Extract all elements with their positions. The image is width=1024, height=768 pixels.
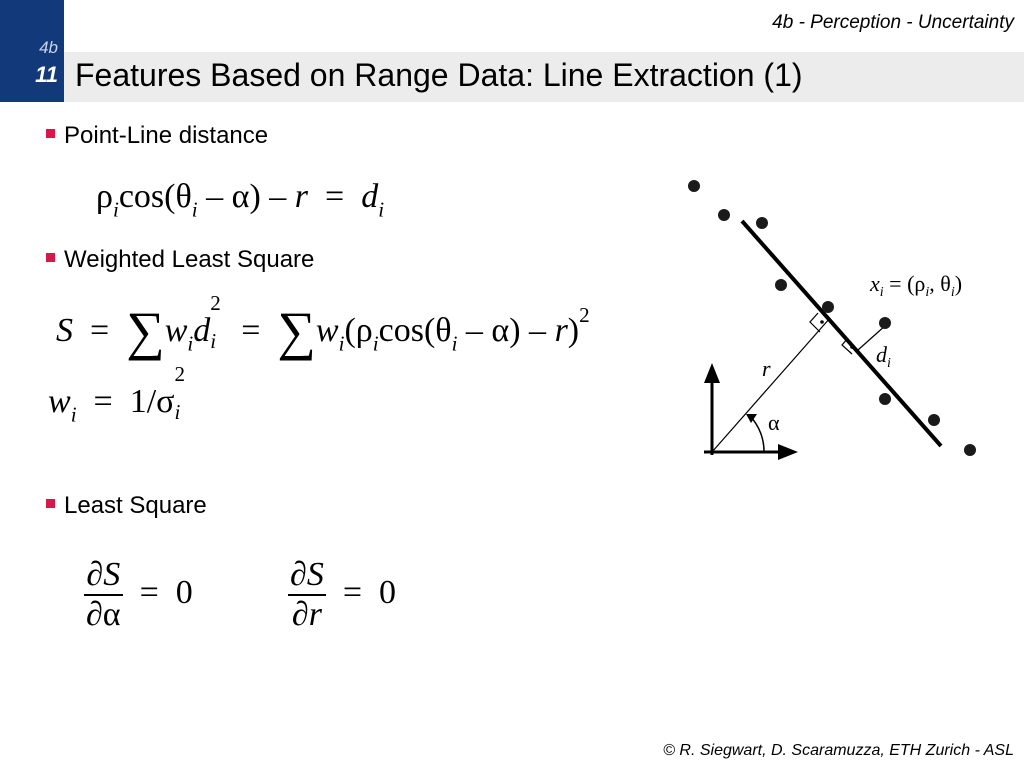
equation-point-line-distance: $\rho_i\cos(\theta_i - \alpha) - r = d_i$ <box>96 178 385 222</box>
bullet-least-square <box>46 492 207 520</box>
x-axis-arrowhead <box>778 444 798 460</box>
bullet-point-line-distance <box>46 122 268 150</box>
bullet-weighted-least-square <box>46 246 314 274</box>
slide-title: Features Based on Range Data: Line Extraction (1) <box>75 57 803 93</box>
scan-point <box>756 217 768 229</box>
bullet-marker <box>46 499 55 508</box>
scan-point <box>775 279 787 291</box>
scan-point <box>879 393 891 405</box>
scan-point <box>718 209 730 221</box>
scan-point <box>688 180 700 192</box>
header-section-label: 4b - Perception - Uncertainty <box>772 12 1014 33</box>
slide-number: 11 <box>35 62 58 87</box>
equation-derivative-r: $\frac{\partial S}{\partial r}$ = 0 <box>290 556 396 633</box>
scan-point <box>964 444 976 456</box>
distance-label: $d_i$ <box>876 342 891 371</box>
bullet-marker <box>46 129 55 138</box>
alpha-label: α <box>768 410 780 435</box>
footer-credit: © R. Siegwart, D. Scaramuzza, ETH Zurich - ASL <box>663 742 1014 759</box>
bullet-label: Point-Line distance <box>64 122 269 149</box>
title-bar <box>64 52 1024 102</box>
alpha-arc <box>750 416 764 452</box>
equation-derivative-alpha: $\frac{\partial S}{\partial\alpha}$ = 0 <box>86 556 193 633</box>
scan-point <box>822 301 834 313</box>
bullet-marker <box>46 253 55 262</box>
scan-point <box>928 414 940 426</box>
equation-weighted-sum: $S = \sum w_id$ 2 i = $\sum w_i(\rho_i\cos(\theta_i - \alpha) - r)^2$ <box>56 291 590 361</box>
right-angle-mark <box>810 313 820 332</box>
r-label: r <box>762 356 771 381</box>
bullet-label: Weighted Least Square <box>64 246 315 273</box>
point-label: $x_i = (\rho_i$, $\theta_i$) <box>870 271 963 300</box>
right-angle-dot <box>850 345 854 349</box>
scan-point <box>879 317 891 329</box>
slide-section: 4b <box>39 38 58 57</box>
right-angle-dot <box>820 320 824 324</box>
slide-number-tab <box>0 0 64 102</box>
equation-weight-definition: $w_i = 1/\sigma$ 2 i <box>48 362 186 427</box>
bullet-label: Least Square <box>64 492 207 519</box>
line-fit-diagram <box>680 170 1000 470</box>
y-axis-arrowhead <box>704 363 720 383</box>
